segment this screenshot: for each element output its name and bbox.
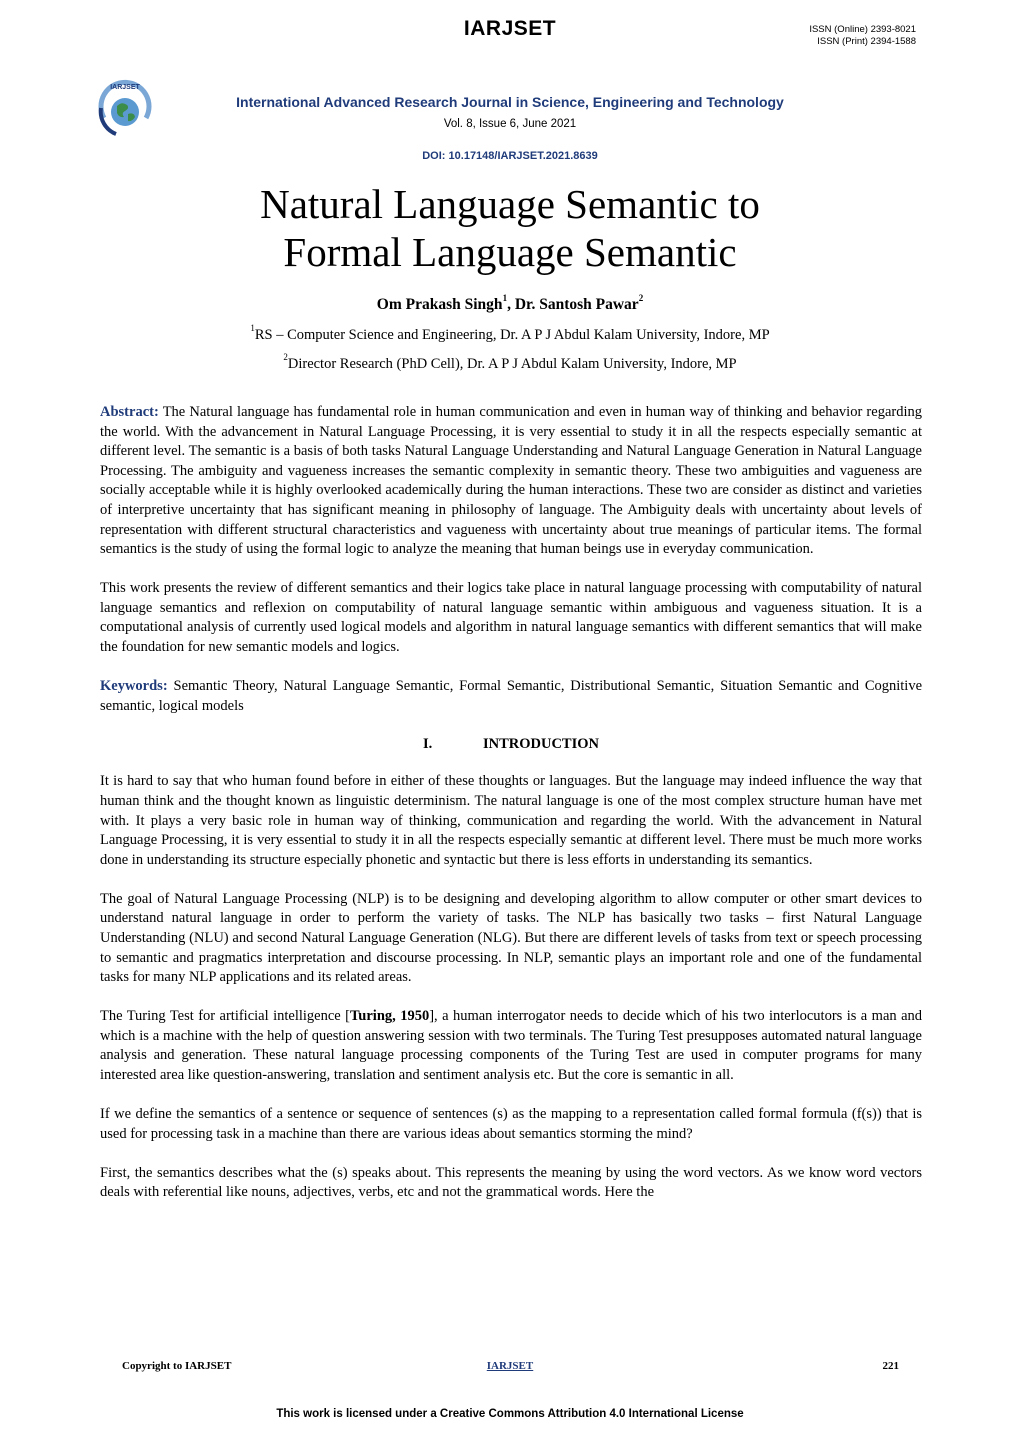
affiliation-2-text: Director Research (PhD Cell), Dr. A P J Abdul Kalam University, Indore, MP: [287, 356, 737, 372]
issn-block: [809, 24, 916, 48]
abstract-paragraph-2: This work presents the review of different semantics and their logics take place in natural language processing with computability of natural language semantics and reflexion on computability of natural language semantic within ambiguous and vagueness situation. It is a computational analysis of currently used logical models and algorithm in natural language semantics with different semantics that will make the foundation for new semantic models and logics.: [100, 580, 922, 656]
author-2: Dr. Santosh Pawar: [514, 296, 639, 313]
footer-page-number: 221: [882, 1360, 899, 1372]
affiliation-1-sup: 1: [250, 323, 255, 334]
abstract-paragraph: [100, 403, 922, 560]
footer-journal-link[interactable]: IARJSET: [486, 1360, 534, 1372]
journal-abbrev: IARJSET: [463, 17, 557, 40]
paper-title: [0, 180, 1020, 276]
intro-paragraph-2: The goal of Natural Language Processing (NLP) is to be designing and developing algorithm to allow computer or other smart devices to understand natural language in order to perform the variety of tasks. The NLP has basically two tasks – first Natural Language Understanding (NLU) and second Natural Language Generation (NLG). But there are different levels of tasks from text or speech processing to semantic and pragmatics interpretation and discourse processing. In NLP, semantic plays an important role and one of the fundamental tasks for many NLP applications and its related areas.: [100, 890, 922, 986]
affiliation-1-text: RS – Computer Science and Engineering, Dr. A P J Abdul Kalam University, Indore, MP: [254, 327, 770, 343]
affiliation-1: [0, 323, 1020, 344]
author-separator: ,: [507, 296, 515, 313]
journal-name: International Advanced Research Journal in Science, Engineering and Technology: [236, 94, 784, 110]
author-2-sup: 2: [638, 292, 644, 303]
doi-value[interactable]: 10.17148/IARJSET.2021.8639: [448, 150, 598, 162]
paper-body: [100, 403, 922, 1223]
intro-paragraph-5: First, the semantics describes what the (s) speaks about. This represents the meaning by using the word vectors. As we know word vectors deals with referential like nouns, adjectives, verbs, etc and not the grammatical words. Here the: [100, 1164, 922, 1201]
intro-paragraph-4: If we define the semantics of a sentence or sequence of sentences (s) as the mapping to a representation called formal formula (f(s)) that is used for processing task in a machine than there are various ideas about semantics storming the mind?: [100, 1106, 922, 1142]
intro-p3-start: The Turing Test for artificial intelligence [: [100, 1008, 350, 1025]
turing-citation: Turing, 1950: [349, 1008, 430, 1025]
author-list: [0, 292, 1020, 314]
author-1: Om Prakash Singh: [376, 296, 503, 313]
affiliation-2-sup: 2: [283, 352, 288, 363]
keywords-paragraph: [100, 677, 922, 716]
issn-online: ISSN (Online) 2393-8021: [809, 24, 916, 35]
abstract-label: Abstract:: [100, 404, 159, 420]
logo-text: IARJSET: [110, 84, 140, 91]
section-heading-introduction: [100, 736, 922, 753]
title-line-1: Natural Language Semantic to: [260, 181, 760, 227]
abstract-text: The Natural language has fundamental role in human communication and even in human way of thinking and behavior regarding the world. With the advancement in Natural Language Processing, it is very essential to study it in all the respects especially semantic at different level. The semantic is a basis of both tasks Natural Language Understanding and Natural Language Generation in Natural Language Processing. The ambiguity and vagueness increases the semantic complexity in semantic theory. These two ambiguities and vagueness are socially acceptable while it is highly overlooked academically during the human interactions. These two are consider as distinct and varieties of interpretive uncertainty that has significant meaning in philosophy of language. The Ambiguity deals with uncertainty about levels of representation with different structural characteristics and vagueness with uncertainty about true meanings of particular items. The formal semantics is the study of using the formal logic to analyze the meaning that human beings use in everyday communication.: [100, 404, 922, 558]
issn-print: ISSN (Print) 2394-1588: [817, 36, 916, 47]
keywords-label: Keywords:: [100, 678, 168, 695]
license-notice: This work is licensed under a Creative Commons Attribution 4.0 International License: [276, 1408, 744, 1420]
author-1-sup: 1: [502, 292, 508, 303]
footer-copyright: Copyright to IARJSET: [122, 1360, 232, 1372]
doi-label: DOI:: [422, 150, 446, 162]
keywords-text: Semantic Theory, Natural Language Semantic, Formal Semantic, Distributional Semantic, Situation Semantic and Cognitive semantic, logical models: [100, 678, 923, 714]
intro-paragraph-3: [100, 1007, 922, 1085]
intro-paragraph-1: It is hard to say that who human found before in either of these thoughts or languages. But the language may indeed influence the way that human think and the thought known as linguistic determinism. The natural language is one of the most complex structure human have met with. It plays a very basic role in human way of thinking, communication and regarding the world. With the advancement in Natural Language Processing, it is very essential to study it in all the respects especially semantic at different level. There must be much more works done in understanding its structure especially phonetic and syntactic but there is less efforts in understanding its semantics.: [100, 773, 922, 868]
affiliation-2: [0, 352, 1020, 373]
title-line-2: Formal Language Semantic: [283, 229, 737, 275]
journal-header: [0, 0, 1020, 140]
volume-issue: Vol. 8, Issue 6, June 2021: [443, 118, 577, 130]
doi-line: [0, 150, 1020, 162]
section-number: I.: [422, 735, 433, 752]
section-title: INTRODUCTION: [482, 735, 599, 752]
intro-p3-end: ], a human interrogator needs to decide which of his two interlocutors is a man and which is a machine with the help of question answering session with two terminals. The Turing Test presupposes automated natural language analysis and generation. These natural language processing components of the Turing Test are used in computer programs for many interested area like question-answering, translation and sentiment analysis etc. But the core is semantic in all.: [100, 1008, 922, 1084]
